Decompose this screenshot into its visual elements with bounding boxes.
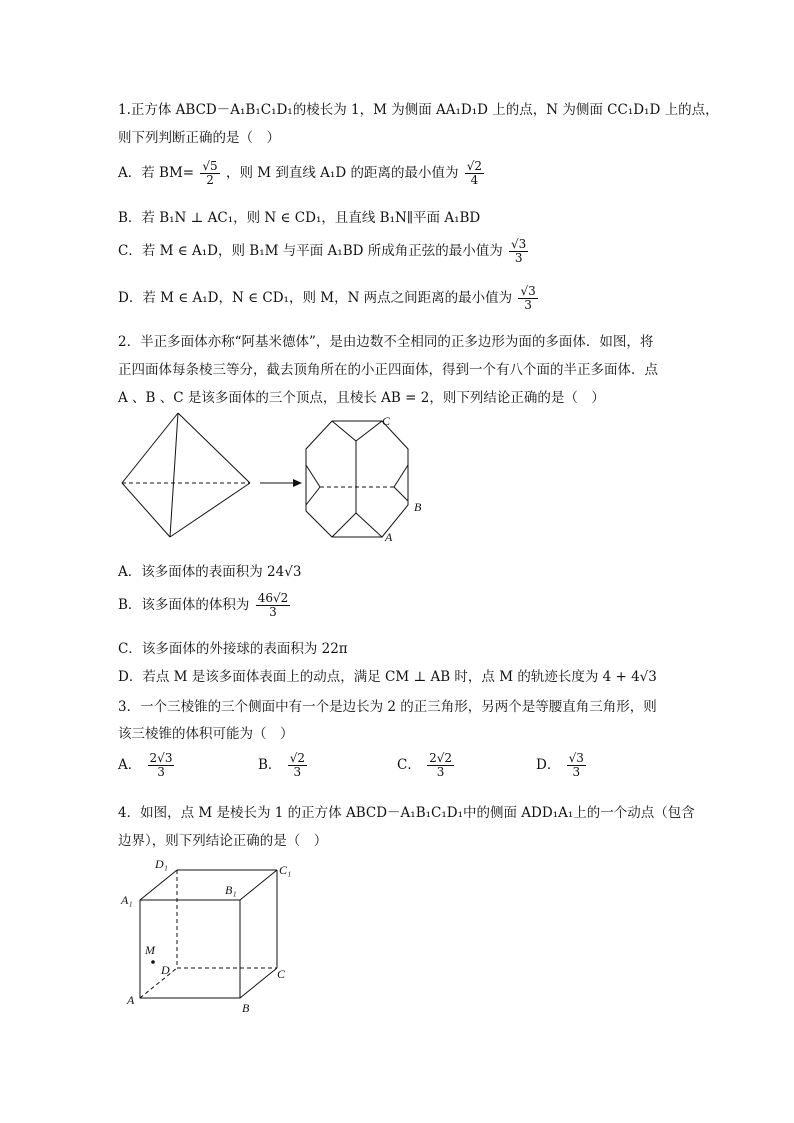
q2-option-a: A．该多面体的表面积为 24√3 — [118, 564, 302, 580]
cube-label-d: D — [161, 963, 170, 977]
q2-option-c: C．该多面体的外接球的表面积为 22π — [118, 641, 348, 657]
q4-cube-figure — [115, 850, 315, 1020]
q2-label-c: C — [382, 414, 391, 428]
q1-option-a-pre: A．若 BM= — [118, 165, 195, 181]
cube-label-b1: B₁ — [225, 883, 237, 897]
q2-stem-line3: A 、B 、C 是该多面体的三个顶点，且棱长 AB = 2，则下列结论正确的是（ ） — [118, 390, 605, 406]
q1-option-a-fraction2: $\frac{√2}{4}$ — [466, 159, 483, 187]
q1-option-c-fraction: $\frac{√3}{3}$ — [511, 237, 527, 265]
cube-label-a: A — [127, 993, 135, 1007]
q3-stem-line1: 3．一个三棱锥的三个侧面中有一个是边长为 2 的正三角形，另两个是等腰直角三角形，则 — [118, 699, 657, 715]
q3-option-d: D． $\frac{√3}{3}$ — [536, 751, 584, 779]
q3-option-b: B． $\frac{√2}{3}$ — [258, 751, 305, 779]
q2-label-a: A — [385, 530, 393, 544]
q1-stem-line2: 则下列判断正确的是（ ） — [118, 130, 280, 146]
q2-stem-line1: 2．半正多面体亦称“阿基米德体”，是由边数不全相同的正多边形为面的多面体．如图，将 — [118, 334, 654, 350]
q2-option-b-fraction: $\frac{46√2}{3}$ — [257, 591, 289, 619]
cube-label-c1: C₁ — [279, 863, 292, 877]
q2-stem-line2: 正四面体每条棱三等分，截去顶角所在的小正四面体，得到一个有八个面的半正多面体．点 — [118, 362, 658, 378]
q3-option-c: C． $\frac{2√2}{3}$ — [397, 751, 453, 779]
q1-option-b: B．若 B₁N ⊥ AC₁，则 N ∈ CD₁，且直线 B₁N∥平面 A₁BD — [118, 210, 481, 226]
point-m — [151, 960, 155, 964]
q2-option-d: D．若点 M 是该多面体表面上的动点，满足 CM ⊥ AB 时，点 M 的轨迹长度为 4 + 4√3 — [118, 669, 657, 685]
cube-label-b: B — [242, 1001, 250, 1015]
q1-option-d-fraction: $\frac{√3}{3}$ — [520, 284, 536, 312]
q1-stem-line1: 1.正方体 ABCD－A₁B₁C₁D₁的棱长为 1，M 为侧面 AA₁D₁D 上的点，N 为侧面 CC₁D₁D 上的点， — [118, 102, 719, 118]
q2-option-b: B．该多面体的体积为 $\frac{46√2}{3}$ — [118, 591, 289, 619]
q3-stem-line2: 该三棱锥的体积可能为（ ） — [118, 726, 294, 742]
q1-option-a-fraction1: $\frac{√5}{2}$ — [202, 159, 218, 187]
cube-label-m: M — [145, 943, 155, 957]
q1-option-d: D．若 M ∈ A₁D，N ∈ CD₁，则 M，N 两点之间距离的最小值为 $\frac{√3}{3}$ — [118, 284, 536, 312]
q3-option-a: A． $\frac{2√3}{3}$ — [118, 751, 173, 779]
cube-label-c: C — [277, 967, 286, 981]
tetrahedron-figure — [122, 413, 250, 537]
q4-stem-line2: 边界），则下列结论正确的是（ ） — [118, 833, 328, 849]
cube-label-d1: D₁ — [155, 857, 168, 871]
q2-label-b: B — [414, 500, 422, 514]
q1-option-c: C．若 M ∈ A₁D，则 B₁M 与平面 A₁BD 所成角正弦的最小值为 $\frac{√3}{3}$ — [118, 237, 527, 265]
q1-option-a — [118, 160, 486, 187]
arrow-icon — [260, 479, 302, 487]
truncated-polyhedron-figure — [306, 421, 408, 537]
q2-figure — [110, 405, 440, 550]
q4-stem-line1: 4．如图，点 M 是棱长为 1 的正方体 ABCD－A₁B₁C₁D₁中的侧面 ADD₁A₁上的一个动点（包含 — [118, 805, 695, 821]
cube-label-a1: A₁ — [121, 893, 133, 907]
q1-option-a-mid: ，则 M 到直线 A₁D 的距离的最小值为 — [225, 165, 459, 181]
